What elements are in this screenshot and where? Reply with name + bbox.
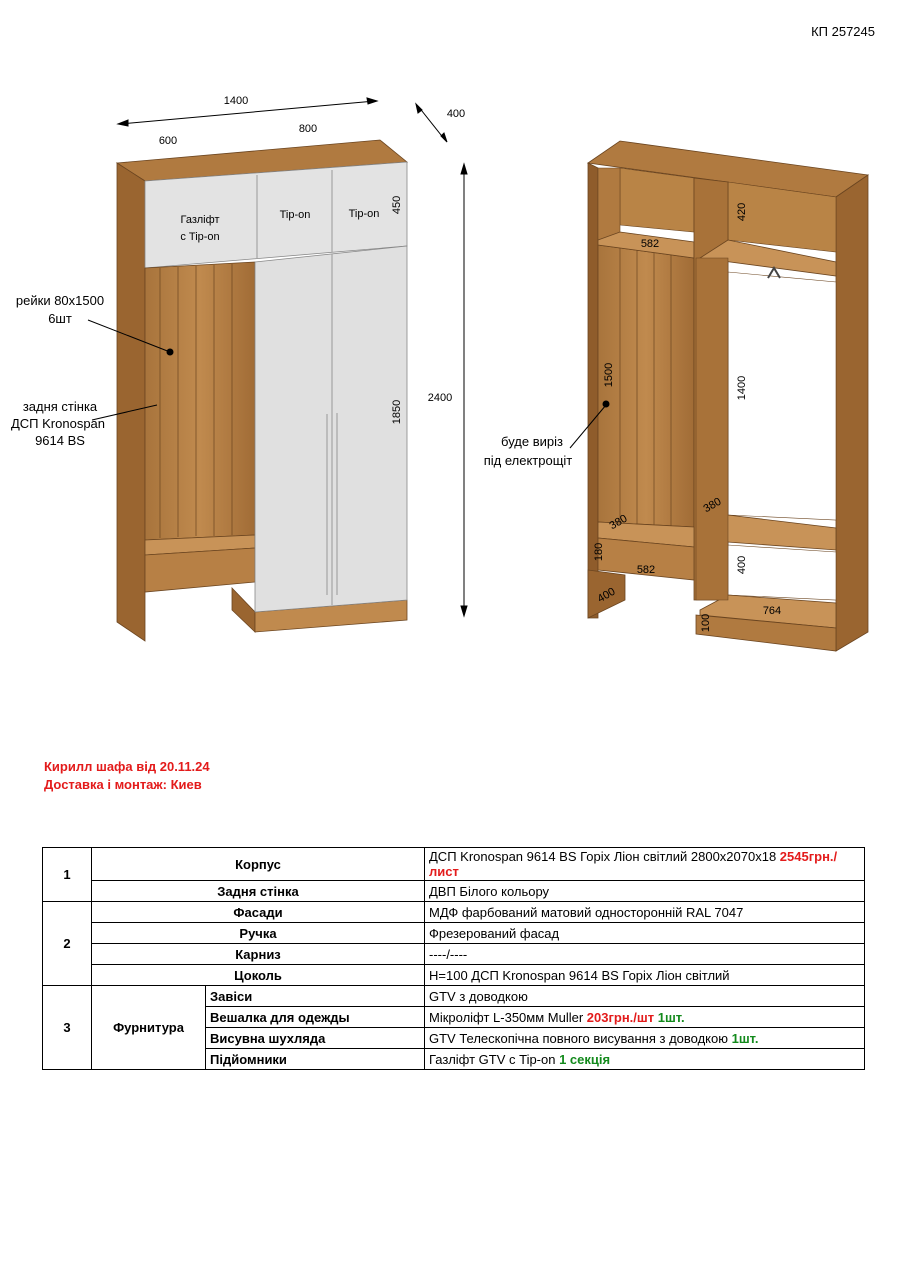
note-back-wall: задня стінка [22, 399, 98, 414]
note-slats-qty: 6шт [48, 311, 72, 326]
row-value: ДВП Білого кольору [425, 881, 865, 902]
label-gaslift: Газліфт [180, 214, 220, 226]
table-row [43, 986, 865, 1007]
row-value: Газліфт GTV с Tip-on 1 секція [425, 1049, 865, 1070]
document-number: КП 257245 [811, 24, 875, 39]
table-row [43, 923, 865, 944]
dim-right-width: 800 [298, 123, 318, 135]
quantity: 1шт. [657, 1009, 685, 1025]
dim-slat-height: 1500 [603, 362, 615, 388]
table-row [43, 848, 865, 881]
row-value: Фрезерований фасад [425, 923, 865, 944]
dim-right-shelf-depth: 380 [701, 495, 724, 516]
dim-plinth-height: 100 [700, 613, 712, 633]
quantity: 1 секція [559, 1051, 611, 1067]
row-label: Карниз [92, 944, 425, 965]
section-category: Фурнитура [92, 986, 206, 1070]
section-number: 3 [43, 986, 92, 1070]
row-value: Мікроліфт L-350мм Muller 203грн./шт 1шт. [425, 1007, 865, 1028]
row-label: Завіси [206, 986, 425, 1007]
row-label: Корпус [92, 848, 425, 881]
row-value: GTV з доводкою [425, 986, 865, 1007]
note-back-material: ДСП Kronospan [10, 416, 106, 431]
row-label: Цоколь [92, 965, 425, 986]
table-row [43, 965, 865, 986]
quantity: 1шт. [731, 1030, 759, 1046]
dim-lower-niche-height: 400 [736, 555, 748, 575]
row-label: Ручка [92, 923, 425, 944]
dim-seat-height: 180 [593, 542, 605, 562]
row-label: Задня стінка [92, 881, 425, 902]
dim-left-seat-depth: 380 [607, 512, 630, 533]
dim-bottom-width: 582 [636, 564, 656, 576]
label-gaslift-tipon: с Tip-on [180, 231, 220, 243]
row-value: МДФ фарбований матовий односторонній RAL 7047 [425, 902, 865, 923]
row-label: Вешалка для одежды [206, 1007, 425, 1028]
row-value: ДСП Kronospan 9614 BS Горіх Ліон світлий 2800х2070х18 2545грн./лист [425, 848, 865, 881]
dim-depth: 400 [446, 108, 466, 120]
row-label: Фасади [92, 902, 425, 923]
note-cutout: буде виріз [501, 434, 563, 449]
note-cutout-target: під електрощіт [483, 453, 573, 468]
dim-hanging-height: 1400 [736, 375, 748, 401]
note-slats: рейки 80х1500 [15, 293, 105, 308]
open-wardrobe-view [570, 141, 868, 651]
table-row [43, 881, 865, 902]
label-tipon-1: Tip-on [279, 209, 311, 221]
spec-table [42, 847, 865, 1070]
dim-side-depth: 400 [595, 585, 618, 606]
dim-left-shelf-width: 582 [640, 238, 660, 250]
row-value: GTV Телескопічна повного висування з доводкою 1шт. [425, 1028, 865, 1049]
dim-top-height: 450 [391, 195, 403, 215]
note-back-code: 9614 BS [35, 433, 85, 448]
dim-door-height: 1850 [391, 399, 403, 425]
row-value: ----/---- [425, 944, 865, 965]
price: 2545грн./лист [429, 849, 838, 879]
order-info [44, 758, 210, 794]
order-client-date: Кирилл шафа від 20.11.24 [44, 759, 210, 774]
section-number: 2 [43, 902, 92, 986]
row-value: H=100 ДСП Kronospan 9614 BS Горіх Ліон світлий [425, 965, 865, 986]
order-delivery: Доставка і монтаж: Киев [44, 777, 202, 792]
section-number: 1 [43, 848, 92, 902]
row-label: Висувна шухляда [206, 1028, 425, 1049]
table-row [43, 902, 865, 923]
dim-inner-width: 764 [762, 605, 782, 617]
dim-height-total: 2400 [427, 392, 453, 404]
table-row [43, 944, 865, 965]
label-tipon-2: Tip-on [348, 208, 380, 220]
price: 203грн./шт [586, 1009, 655, 1025]
dim-total-width: 1400 [223, 95, 249, 107]
dim-left-width: 600 [158, 135, 178, 147]
closed-wardrobe-view [88, 98, 467, 641]
row-label: Підйомники [206, 1049, 425, 1070]
dim-right-top-height: 420 [736, 202, 748, 222]
